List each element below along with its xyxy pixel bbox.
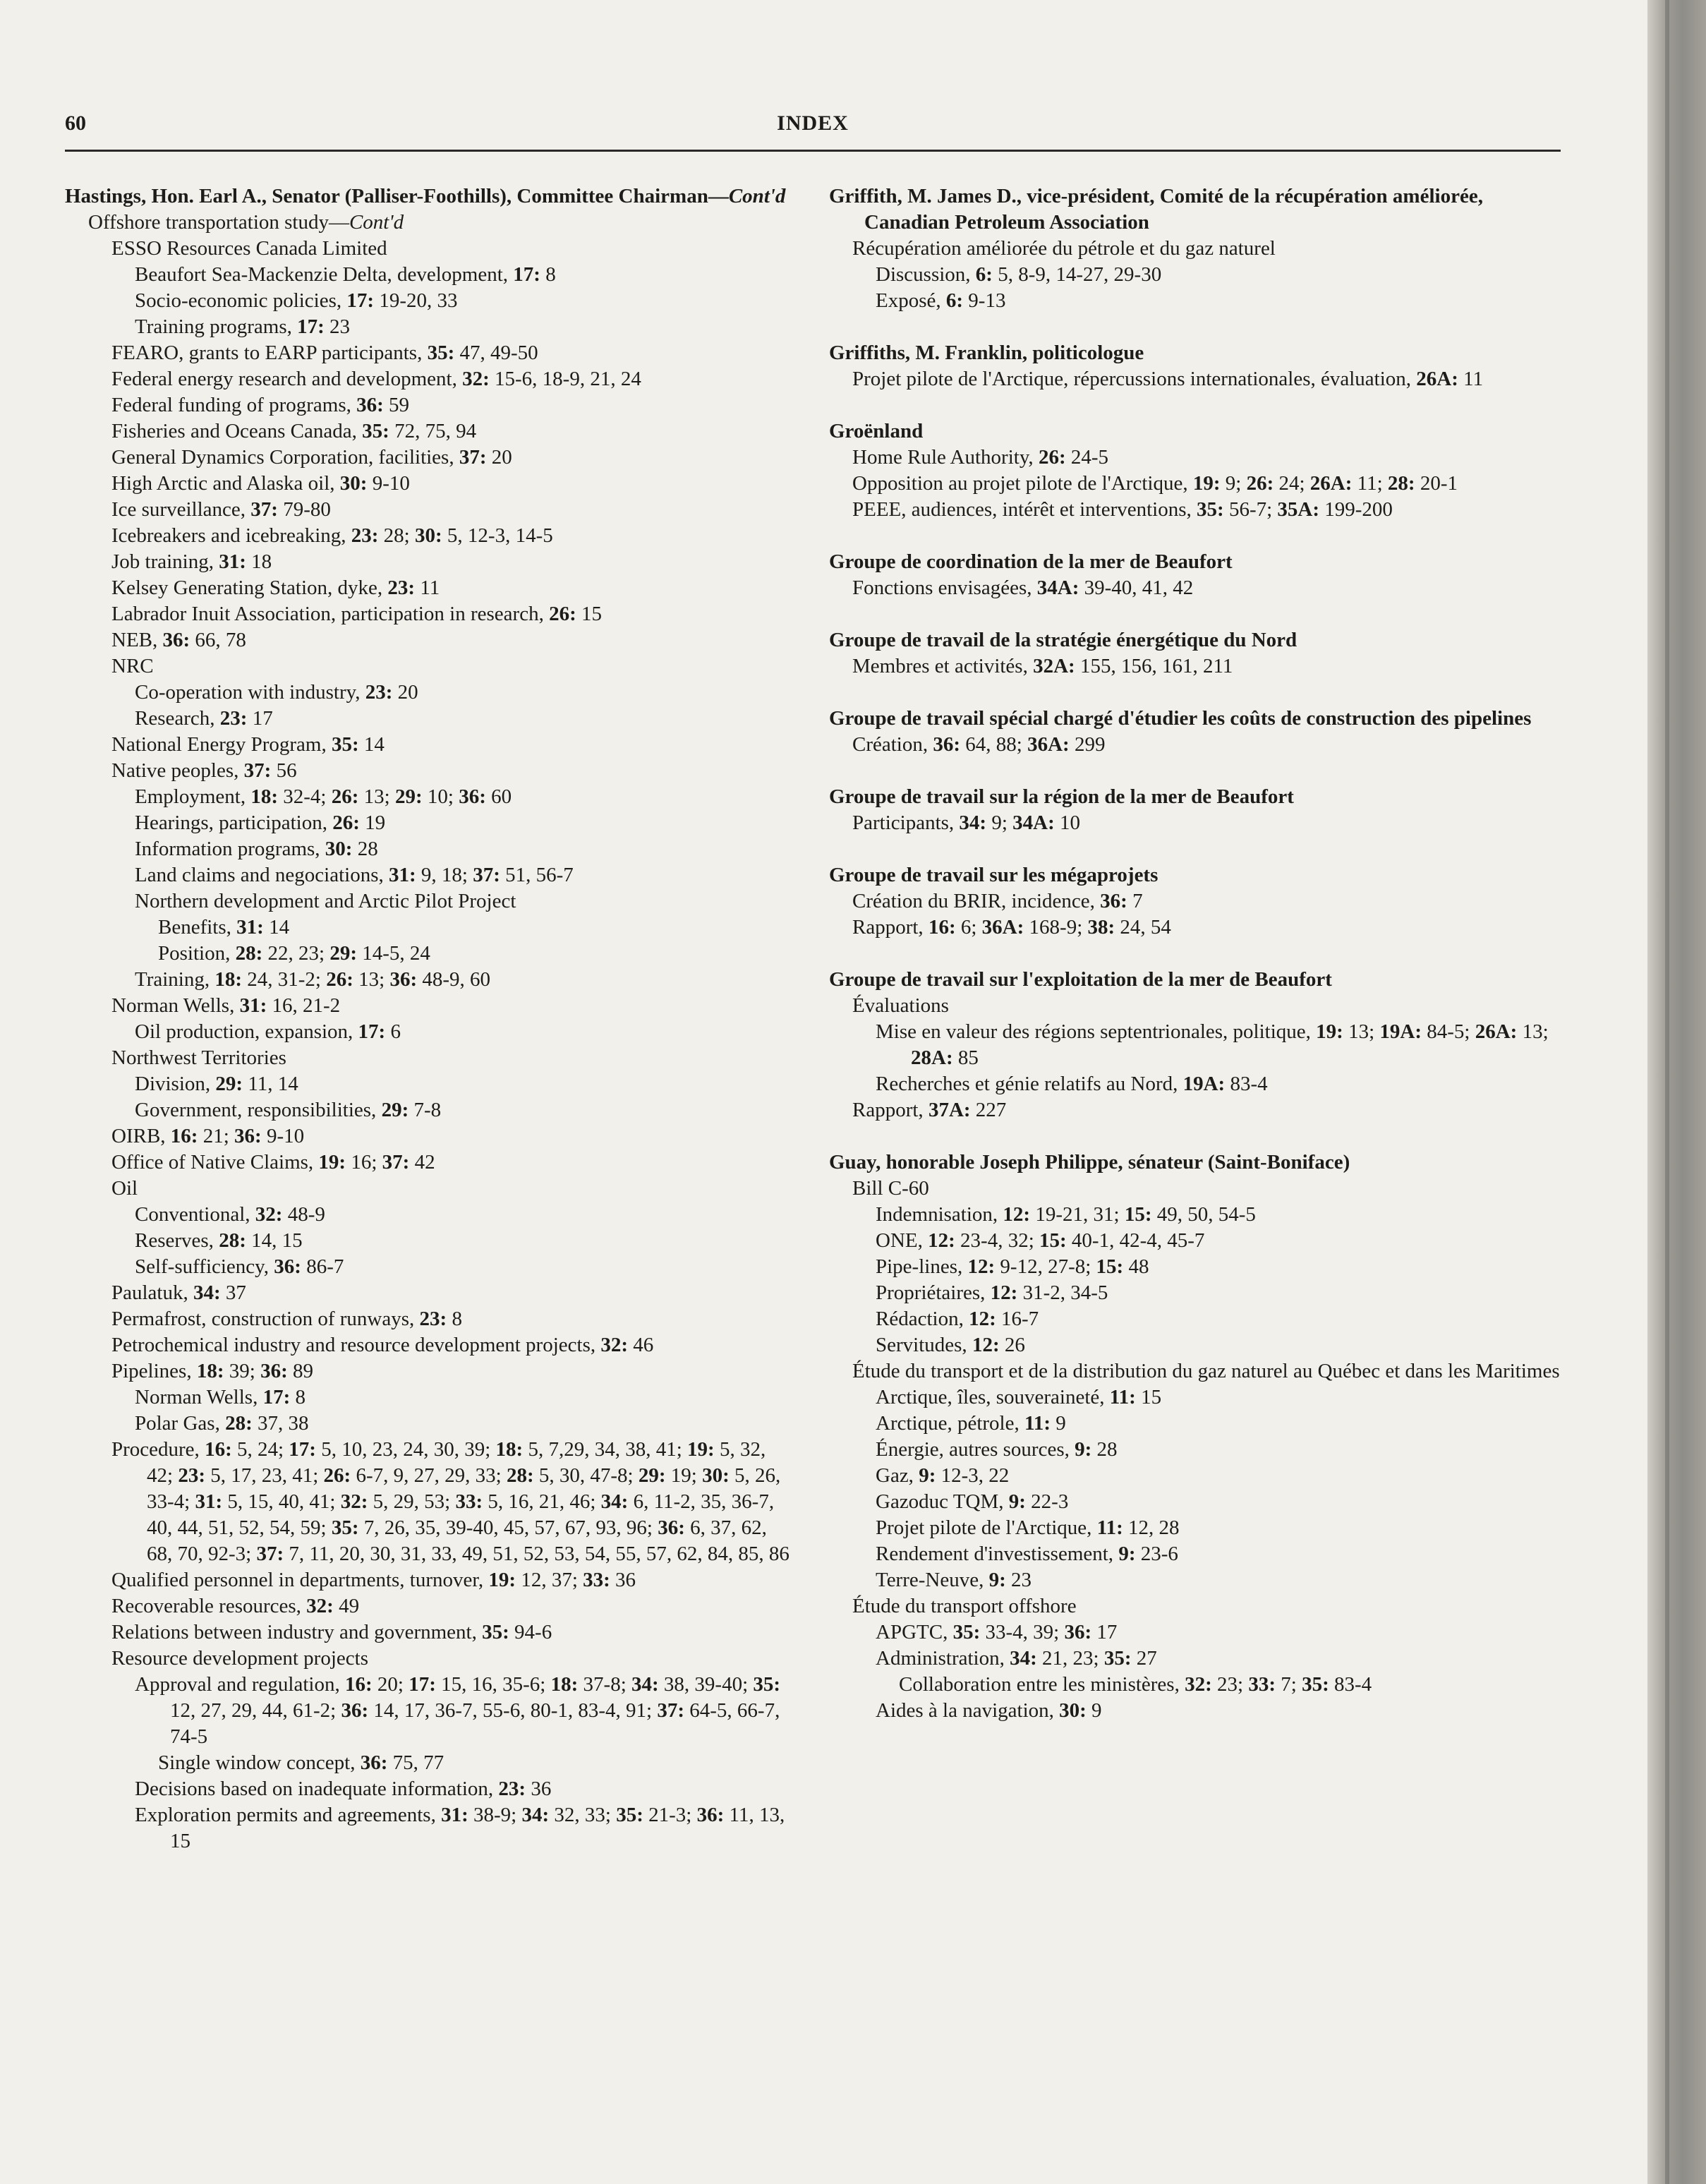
book-gutter — [1647, 0, 1706, 2184]
index-subentry: ESSO Resources Canada Limited — [111, 237, 387, 260]
index-subentry: Labrador Inuit Association, participation in research, 26: 15 — [111, 603, 602, 625]
index-column-right — [829, 183, 1561, 1724]
index-subentry: Co-operation with industry, 23: 20 — [135, 681, 418, 704]
index-subentry: Membres et activités, 32A: 155, 156, 161, 211 — [852, 655, 1233, 677]
index-subentry: Hearings, participation, 26: 19 — [135, 812, 386, 834]
index-heading: Groupe de travail sur la région de la mer de Beaufort — [829, 785, 1294, 808]
index-subentry: Rapport, 37A: 227 — [852, 1099, 1007, 1121]
index-subentry: Arctique, îles, souveraineté, 11: 15 — [876, 1386, 1162, 1408]
index-subentry: Petrochemical industry and resource development projects, 32: 46 — [111, 1334, 654, 1356]
index-subentry: Gazoduc TQM, 9: 22-3 — [876, 1490, 1069, 1513]
index-subentry: OIRB, 16: 21; 36: 9-10 — [111, 1125, 305, 1147]
index-heading: Hastings, Hon. Earl A., Senator (Palliser-Foothills), Committee Chairman—Cont'd — [65, 185, 786, 207]
gutter-shadow — [1665, 0, 1669, 2184]
index-subentry: NEB, 36: 66, 78 — [111, 629, 246, 651]
index-subentry: Mise en valeur des régions septentrionales, politique, 19: 13; 19A: 84-5; 26A: 13; 28A: 85 — [876, 1020, 1549, 1069]
index-subentry: Évaluations — [852, 994, 949, 1017]
index-subentry: Rendement d'investissement, 9: 23-6 — [876, 1543, 1178, 1565]
index-subentry: Information programs, 30: 28 — [135, 838, 378, 860]
index-subentry: Icebreakers and icebreaking, 23: 28; 30: 5, 12-3, 14-5 — [111, 524, 553, 547]
index-subentry: Northwest Territories — [111, 1046, 286, 1069]
index-subentry: Indemnisation, 12: 19-21, 31; 15: 49, 50, 54-5 — [876, 1203, 1256, 1226]
index-subentry: Procedure, 16: 5, 24; 17: 5, 10, 23, 24, 30, 39; 18: 5, 7,29, 34, 38, 41; 19: 5, 32, 42; 23: 5, 17, 23, 41; 26: 6-7, 9, 27, 29, 33; 28: 5, 30, 47-8; 29: 19; 30: 5, 26, 33-4; 31: 5, 15, 40, 41; 32: 5, 29, 53; 33: 5, 16, 21, 46; 34: 6, 11-2, 35, 36-7, 40, 44, 51, 52, 54, 59; 35: 7, 26, 35, 39-40, 45, 57, 67, 93, 96; 36: 6, 37, 62, 68, 70, 92-3; 37: 7, 11, 20, 30, 31, 33, 49, 51, 52, 53, 54, 55, 57, 62, 84, 85, 86 — [111, 1438, 790, 1565]
header-rule — [65, 150, 1561, 152]
index-heading: Groupe de travail spécial chargé d'étudier les coûts de construction des pipelines — [829, 707, 1532, 730]
index-subentry: Federal funding of programs, 36: 59 — [111, 394, 410, 416]
index-subentry: Propriétaires, 12: 31-2, 34-5 — [876, 1281, 1108, 1304]
index-subentry: Benefits, 31: 14 — [158, 916, 290, 939]
index-subentry: Research, 23: 17 — [135, 707, 273, 730]
index-subentry: Bill C-60 — [852, 1177, 929, 1200]
index-subentry: ONE, 12: 23-4, 32; 15: 40-1, 42-4, 45-7 — [876, 1229, 1205, 1252]
index-subentry: Exposé, 6: 9-13 — [876, 289, 1006, 312]
index-subentry: FEARO, grants to EARP participants, 35: 47, 49-50 — [111, 342, 538, 364]
entry-gap — [829, 314, 1561, 340]
entry-gap — [829, 392, 1561, 418]
index-subentry: Recoverable resources, 32: 49 — [111, 1595, 360, 1617]
index-subentry: Ice surveillance, 37: 79-80 — [111, 498, 331, 521]
index-subentry: Federal energy research and development, 32: 15-6, 18-9, 21, 24 — [111, 368, 641, 390]
index-subentry: Self-sufficiency, 36: 86-7 — [135, 1255, 344, 1278]
index-subentry: Récupération améliorée du pétrole et du gaz naturel — [852, 237, 1276, 260]
index-subentry: Arctique, pétrole, 11: 9 — [876, 1412, 1066, 1435]
running-header — [65, 111, 1561, 147]
index-subentry: Reserves, 28: 14, 15 — [135, 1229, 303, 1252]
entry-gap — [829, 941, 1561, 967]
entry-gap — [829, 836, 1561, 862]
index-subentry: High Arctic and Alaska oil, 30: 9-10 — [111, 472, 410, 495]
index-subentry: Position, 28: 22, 23; 29: 14-5, 24 — [158, 942, 430, 965]
index-heading: Guay, honorable Joseph Philippe, sénateur (Saint-Boniface) — [829, 1151, 1350, 1174]
index-column-left — [65, 183, 792, 1854]
index-subentry: Fonctions envisagées, 34A: 39-40, 41, 42 — [852, 577, 1194, 599]
index-subentry: Training, 18: 24, 31-2; 26: 13; 36: 48-9, 60 — [135, 968, 491, 991]
index-subentry: Permafrost, construction of runways, 23: 8 — [111, 1308, 462, 1330]
index-subentry: National Energy Program, 35: 14 — [111, 733, 385, 756]
index-subentry: Étude du transport et de la distribution du gaz naturel au Québec et dans les Maritimes — [852, 1360, 1560, 1382]
index-subentry: Socio-economic policies, 17: 19-20, 33 — [135, 289, 458, 312]
entry-gap — [829, 1123, 1561, 1150]
index-subentry: Pipe-lines, 12: 9-12, 27-8; 15: 48 — [876, 1255, 1149, 1278]
index-subentry: Fisheries and Oceans Canada, 35: 72, 75, 94 — [111, 420, 477, 442]
page-number: 60 — [65, 111, 86, 135]
entry-gap — [829, 601, 1561, 627]
index-subentry: Home Rule Authority, 26: 24-5 — [852, 446, 1109, 469]
index-subentry: Pipelines, 18: 39; 36: 89 — [111, 1360, 313, 1382]
index-subentry: PEEE, audiences, intérêt et interventions, 35: 56-7; 35A: 199-200 — [852, 498, 1393, 521]
index-subentry: Government, responsibilities, 29: 7-8 — [135, 1099, 442, 1121]
index-subentry: Oil — [111, 1177, 138, 1200]
index-subentry: Office of Native Claims, 19: 16; 37: 42 — [111, 1151, 435, 1174]
index-heading: Groënland — [829, 420, 924, 442]
index-subentry: Oil production, expansion, 17: 6 — [135, 1020, 401, 1043]
index-heading: Groupe de travail de la stratégie énergétique du Nord — [829, 629, 1297, 651]
index-subentry: APGTC, 35: 33-4, 39; 36: 17 — [876, 1621, 1118, 1643]
index-heading: Griffiths, M. Franklin, politicologue — [829, 342, 1144, 364]
index-subentry: Beaufort Sea-Mackenzie Delta, development, 17: 8 — [135, 263, 556, 286]
index-subentry: Rédaction, 12: 16-7 — [876, 1308, 1039, 1330]
index-subentry: Job training, 31: 18 — [111, 550, 272, 573]
index-subentry: Land claims and negociations, 31: 9, 18; 37: 51, 56-7 — [135, 864, 574, 886]
index-subentry: Norman Wells, 31: 16, 21-2 — [111, 994, 341, 1017]
index-subentry: Single window concept, 36: 75, 77 — [158, 1751, 444, 1774]
index-subentry: Employment, 18: 32-4; 26: 13; 29: 10; 36: 60 — [135, 785, 512, 808]
index-subentry: Énergie, autres sources, 9: 28 — [876, 1438, 1118, 1461]
index-subentry: Conventional, 32: 48-9 — [135, 1203, 325, 1226]
index-subentry: Gaz, 9: 12-3, 22 — [876, 1464, 1010, 1487]
index-heading: Groupe de coordination de la mer de Beaufort — [829, 550, 1233, 573]
index-subentry: Création, 36: 64, 88; 36A: 299 — [852, 733, 1106, 756]
index-subentry: Native peoples, 37: 56 — [111, 759, 297, 782]
index-subentry: Aides à la navigation, 30: 9 — [876, 1699, 1102, 1722]
index-subentry: Recherches et génie relatifs au Nord, 19A: 83-4 — [876, 1073, 1268, 1095]
entry-gap — [829, 680, 1561, 706]
index-subentry: Northern development and Arctic Pilot Project — [135, 890, 516, 912]
index-subentry: Projet pilote de l'Arctique, 11: 12, 28 — [876, 1516, 1180, 1539]
index-subentry: Administration, 34: 21, 23; 35: 27 — [876, 1647, 1157, 1670]
index-heading: Groupe de travail sur les mégaprojets — [829, 864, 1158, 886]
index-subentry: Resource development projects — [111, 1647, 368, 1670]
index-heading: Groupe de travail sur l'exploitation de la mer de Beaufort — [829, 968, 1332, 991]
entry-gap — [829, 758, 1561, 784]
index-subentry: Discussion, 6: 5, 8-9, 14-27, 29-30 — [876, 263, 1162, 286]
index-subentry: Terre-Neuve, 9: 23 — [876, 1569, 1032, 1591]
index-heading: Griffith, M. James D., vice-président, Comité de la récupération améliorée, Canadian Petroleum Association — [829, 185, 1483, 234]
index-subentry: Opposition au projet pilote de l'Arctique, 19: 9; 26: 24; 26A: 11; 28: 20-1 — [852, 472, 1458, 495]
index-subentry: Offshore transportation study—Cont'd — [88, 211, 404, 234]
index-subentry: Approval and regulation, 16: 20; 17: 15, 16, 35-6; 18: 37-8; 34: 38, 39-40; 35: 12, 27, 29, 44, 61-2; 36: 14, 17, 36-7, 55-6, 80-1, 83-4, 91; 37: 64-5, 66-7, 74-5 — [135, 1673, 781, 1748]
index-subentry: General Dynamics Corporation, facilities, 37: 20 — [111, 446, 512, 469]
index-subentry: Exploration permits and agreements, 31: 38-9; 34: 32, 33; 35: 21-3; 36: 11, 13, 15 — [135, 1804, 785, 1852]
index-subentry: NRC — [111, 655, 154, 677]
index-subentry: Kelsey Generating Station, dyke, 23: 11 — [111, 577, 440, 599]
index-subentry: Création du BRIR, incidence, 36: 7 — [852, 890, 1143, 912]
index-subentry: Qualified personnel in departments, turnover, 19: 12, 37; 33: 36 — [111, 1569, 636, 1591]
page-title: INDEX — [777, 111, 849, 135]
index-subentry: Norman Wells, 17: 8 — [135, 1386, 305, 1408]
index-subentry: Rapport, 16: 6; 36A: 168-9; 38: 24, 54 — [852, 916, 1171, 939]
entry-gap — [829, 523, 1561, 549]
index-subentry: Training programs, 17: 23 — [135, 315, 351, 338]
index-subentry: Polar Gas, 28: 37, 38 — [135, 1412, 309, 1435]
index-subentry: Collaboration entre les ministères, 32: 23; 33: 7; 35: 83-4 — [899, 1673, 1372, 1696]
index-subentry: Relations between industry and government, 35: 94-6 — [111, 1621, 552, 1643]
index-subentry: Division, 29: 11, 14 — [135, 1073, 298, 1095]
index-subentry: Decisions based on inadequate information, 23: 36 — [135, 1778, 552, 1800]
index-subentry: Participants, 34: 9; 34A: 10 — [852, 812, 1081, 834]
index-subentry: Étude du transport offshore — [852, 1595, 1077, 1617]
index-subentry: Projet pilote de l'Arctique, répercussions internationales, évaluation, 26A: 11 — [852, 368, 1484, 390]
index-subentry: Paulatuk, 34: 37 — [111, 1281, 246, 1304]
index-subentry: Servitudes, 12: 26 — [876, 1334, 1025, 1356]
